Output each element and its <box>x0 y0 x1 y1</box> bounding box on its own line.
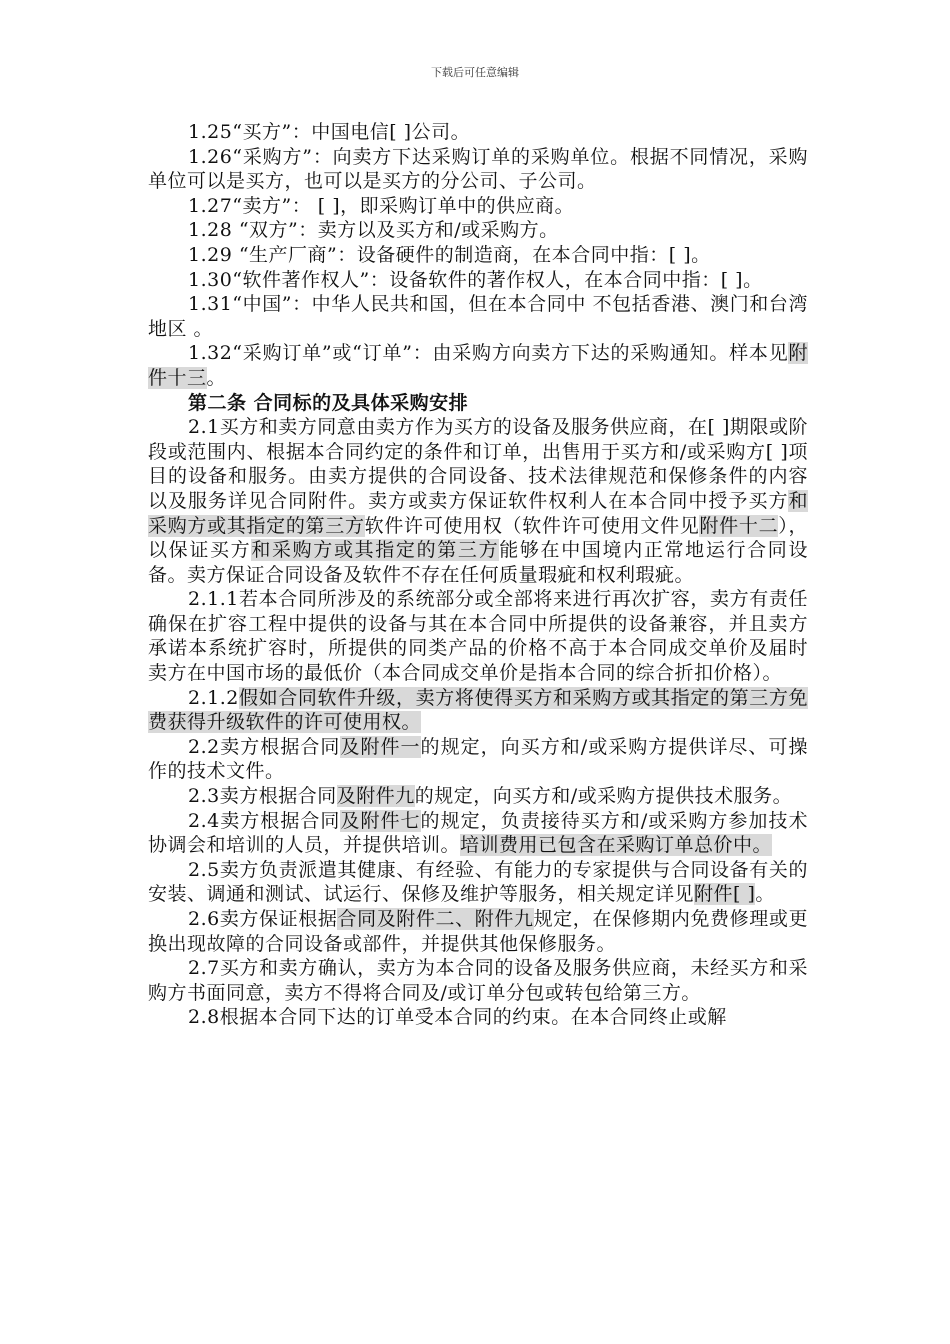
highlighted-text: 及附件一 <box>340 735 421 758</box>
page-header: 下载后可任意编辑 <box>431 66 519 79</box>
clause-2-3 <box>148 784 808 809</box>
clause-2-7: 2.7买方和卖方确认，卖方为本合同的设备及服务供应商，未经买方和采购方书面同意，卖方不得将合同及/或订单分包或转包给第三方。 <box>148 957 808 1004</box>
text: 的规定，向买方和/或采购方提供技术服务。 <box>414 785 793 808</box>
highlighted-text: 及附件九 <box>336 785 415 808</box>
highlighted-text: 和采购方或其指定的第三方 <box>148 489 808 537</box>
clause-2-1-2 <box>148 686 808 735</box>
text: 2.3卖方根据合同 <box>188 785 337 808</box>
clause-1-26: 1.26“采购方”：向卖方下达采购订单的采购单位。根据不同情况，采购单位可以是买方，也可以是买方的分公司、子公司。 <box>148 145 808 193</box>
text: 软件许可使用权（软件许可使用文件见 <box>364 514 700 537</box>
highlighted-text: 假如合同软件升级，卖方将使得买方和采购方或其指定的第三方免费获得升级软件的许可使用权。 <box>148 686 808 734</box>
document-body <box>148 120 808 1030</box>
highlighted-text: 附件[ ] <box>694 883 756 906</box>
highlighted-text: 合同及附件二、附件九 <box>337 908 534 930</box>
highlighted-text: 附件十三 <box>148 342 808 389</box>
clause-1-29: 1.29 “生产厂商”：设备硬件的制造商，在本合同中指：[ ]。 <box>188 243 711 266</box>
text: 规定，在保修期内免费修理或更换出现故障的合同设备或部件，并提供其他保修服务。 <box>148 908 808 955</box>
text: 能够在中国境内正常地运行合同设备。卖方保证合同设备及软件不存在任何质量瑕疵和权利瑕疵。 <box>148 539 808 586</box>
highlighted-text: 和采购方或其指定的第三方 <box>251 539 500 562</box>
clause-1-27: 1.27“卖方”： [ ]，即采购订单中的供应商。 <box>188 194 575 217</box>
clause-2-2 <box>148 735 808 784</box>
highlighted-text: 及附件七 <box>340 809 421 832</box>
text: 2.4卖方根据合同 <box>188 809 341 832</box>
clause-2-1 <box>148 415 808 587</box>
clause-2-6 <box>148 907 808 956</box>
text: 的规定，向买方和/或采购方提供详尽、可操作的技术文件。 <box>148 735 808 783</box>
text: 2.2卖方根据合同 <box>188 735 341 758</box>
clause-2-4 <box>148 809 808 858</box>
text: 。 <box>755 883 775 906</box>
clause-2-1-1: 2.1.1若本合同所涉及的系统部分或全部将来进行再次扩容，卖方有责任确保在扩容工程中提供的设备与其在本合同中所提供的设备兼容，并且卖方承诺本系统扩容时，所提供的同类产品的价格不高于本合同成交单价及届时卖方在中国市场的最低价（本合同成交单价是指本合同的综合折扣价格）。 <box>148 588 808 685</box>
section-heading: 第二条 合同标的及具体采购安排 <box>188 391 469 414</box>
clause-1-32 <box>148 341 808 390</box>
text: ），以保证买方 <box>148 514 808 562</box>
text: 2.1.2 <box>188 686 239 709</box>
text: 2.6卖方保证根据 <box>188 908 338 930</box>
clause-2-5 <box>148 858 808 907</box>
highlighted-text: 培训费用已包含在采购订单总价中。 <box>460 834 773 857</box>
text: 2.5卖方负责派遣其健康、有经验、有能力的专家提供与合同设备有关的安装、调通和测试、试运行、保修及维护等服务，相关规定详见 <box>148 858 808 906</box>
clause-1-25: 1.25“买方”：中国电信[ ]公司。 <box>188 121 471 143</box>
text: 的规定，负责接待买方和/或采购方参加技术协调会和培训的人员，并提供培训。 <box>148 809 808 857</box>
text: 。 <box>206 366 227 389</box>
highlighted-text: 附件十二 <box>699 514 779 537</box>
clause-1-28: 1.28 “双方”：卖方以及买方和/或采购方。 <box>188 219 559 242</box>
clause-1-30: 1.30“软件著作权人”：设备软件的著作权人，在本合同中指：[ ]。 <box>188 268 763 291</box>
clause-2-8: 2.8根据本合同下达的订单受本合同的约束。在本合同终止或解 <box>188 1006 727 1029</box>
text: 1.32“采购订单”或“订单”：由采购方向卖方下达的采购通知。样本见 <box>188 342 789 365</box>
text: 2.1买方和卖方同意由卖方作为买方的设备及服务供应商，在[ ]期限或阶段或范围内、根据本合同约定的条件和订单，出售用于买方和/或采购方[ ]项目的设备和服务。由卖方提供的合同设备、技术法律规范和保修条件的内容以及服务详见合同附件。卖方或卖方保证软件权利人在本合同中授予买方 <box>148 416 808 512</box>
clause-1-31: 1.31“中国”：中华人民共和国，但在本合同中 不包括香港、澳门和台湾地区 。 <box>148 293 808 340</box>
